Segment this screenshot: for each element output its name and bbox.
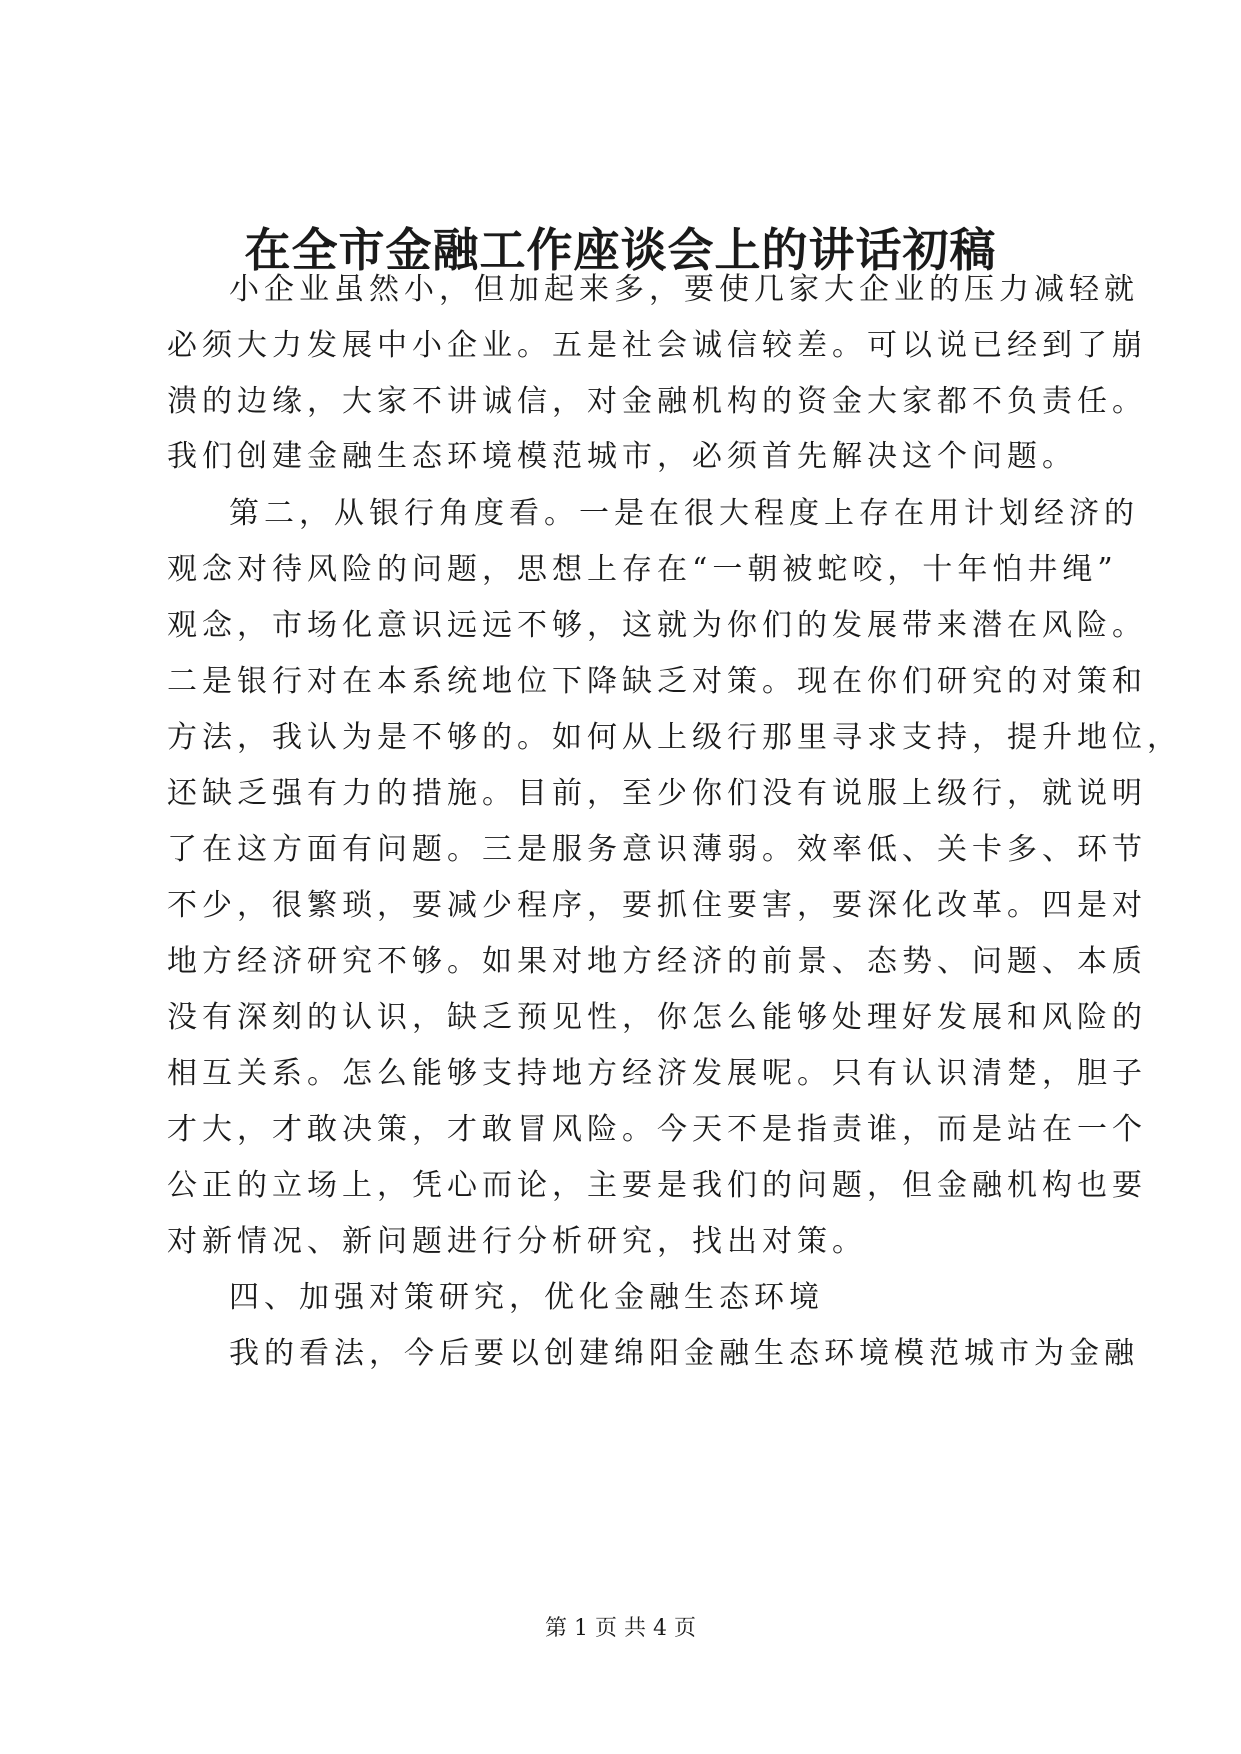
body-line: 地方经济研究不够。如果对地方经济的前景、态势、问题、本质 xyxy=(167,944,1147,979)
body-line: 我们创建金融生态环境模范城市，必须首先解决这个问题。 xyxy=(167,439,1077,474)
body-line: 相互关系。怎么能够支持地方经济发展呢。只有认识清楚，胆子 xyxy=(167,1056,1147,1091)
body-line: 不少，很繁琐，要减少程序，要抓住要害，要深化改革。四是对 xyxy=(167,888,1147,923)
page-number: 第 1 页 共 4 页 xyxy=(545,1616,696,1641)
section-heading: 四、加强对策研究，优化金融生态环境 xyxy=(229,1280,824,1315)
body-line: 没有深刻的认识，缺乏预见性，你怎么能够处理好发展和风险的 xyxy=(167,1000,1147,1035)
body-line: 方法，我认为是不够的。如何从上级行那里寻求支持，提升地位， xyxy=(167,720,1182,755)
body-line: 小企业虽然小，但加起来多，要使几家大企业的压力减轻就 xyxy=(229,272,1139,307)
body-line: 溃的边缘，大家不讲诚信，对金融机构的资金大家都不负责任。 xyxy=(167,384,1147,419)
document-title: 在全市金融工作座谈会上的讲话初稿 xyxy=(244,223,997,277)
body-line: 还缺乏强有力的措施。目前，至少你们没有说服上级行，就说明 xyxy=(167,776,1147,811)
body-line: 观念，市场化意识远远不够，这就为你们的发展带来潜在风险。 xyxy=(167,608,1147,643)
body-line: 我的看法，今后要以创建绵阳金融生态环境模范城市为金融 xyxy=(229,1336,1139,1371)
body-line: 才大，才敢决策，才敢冒风险。今天不是指责谁，而是站在一个 xyxy=(167,1112,1147,1147)
body-line: 了在这方面有问题。三是服务意识薄弱。效率低、关卡多、环节 xyxy=(167,832,1147,867)
body-line: 公正的立场上，凭心而论，主要是我们的问题，但金融机构也要 xyxy=(167,1168,1147,1203)
body-line: 第二，从银行角度看。一是在很大程度上存在用计划经济的 xyxy=(229,496,1139,531)
body-line: 观念对待风险的问题，思想上存在“一朝被蛇咬，十年怕井绳” xyxy=(167,552,1118,587)
body-line: 二是银行对在本系统地位下降缺乏对策。现在你们研究的对策和 xyxy=(167,664,1147,699)
body-line: 必须大力发展中小企业。五是社会诚信较差。可以说已经到了崩 xyxy=(167,328,1147,363)
body-line: 对新情况、新问题进行分析研究，找出对策。 xyxy=(167,1224,867,1259)
